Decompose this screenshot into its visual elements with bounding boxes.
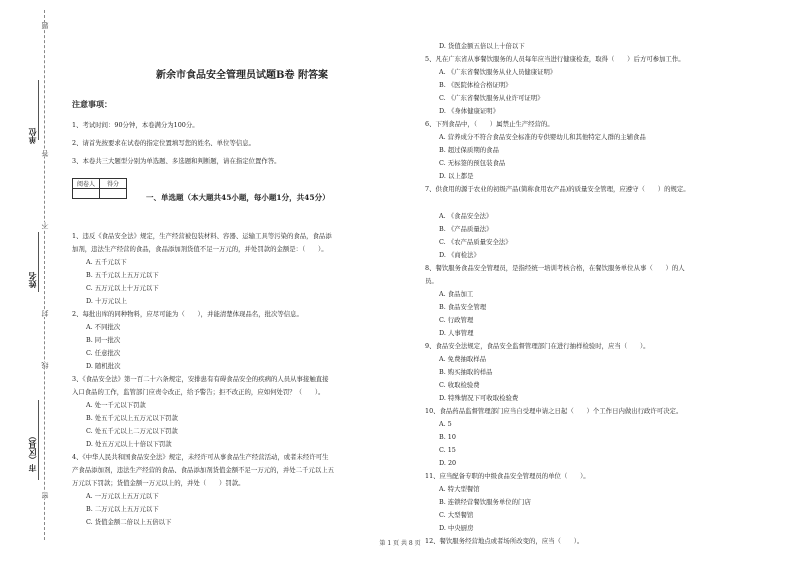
binding-mark-4: 答 (41, 150, 49, 157)
binding-mark-2: 不 (41, 222, 49, 229)
question-block (425, 118, 785, 183)
answer-option[interactable]: C. 任意批次 (86, 349, 121, 357)
district-fill-line (38, 400, 39, 480)
question-stem: 10、食品药品监督管理部门应当自受理申请之日起（ ）个工作日内做出行政许可决定。 (425, 407, 683, 415)
answer-option[interactable]: B. 《医院体检合格证明》 (439, 81, 512, 89)
answer-option[interactable]: A. 处一千元以下罚款 (86, 401, 146, 409)
answer-option[interactable]: D. 20 (439, 459, 457, 467)
left-question-list (72, 230, 412, 529)
notice-item: 2、请首先按要求在试卷的指定位置填写您的姓名、单位等信息。 (72, 139, 256, 147)
question-stem: 加剂，违法生产经营的食品，食品添加剂货值不足一万元的，并处罚款的金额是：（ ）。 (72, 245, 328, 253)
question-stem: 万元以下罚款；货值金额一万元以上的，并处（ ）罚款。 (72, 479, 245, 487)
right-question-list (425, 40, 785, 548)
name-fill-line (38, 232, 39, 292)
question-stem: 9、食品安全法规定，食品安全监督管理部门在进行抽样检验时，应当（ ）。 (425, 342, 650, 350)
question-block (425, 470, 785, 535)
score-box-reviewer-cell[interactable] (73, 189, 100, 199)
answer-option[interactable]: D. 随机批次 (86, 362, 121, 370)
answer-option[interactable]: D. 十万元以上 (86, 297, 127, 305)
question-stem: 11、应当配备专职的中级食品安全管理员的单位（ ）。 (425, 472, 590, 480)
question-stem: 产食品添加剂，违法生产经营的食品、食品添加剂货值金额不足一万元的，并处二千元以上五 (72, 466, 335, 474)
question-block (425, 40, 785, 53)
right-column (425, 40, 785, 548)
binding-mark-6: 密 (41, 492, 49, 499)
section-row (72, 178, 412, 208)
answer-option[interactable]: C. 《农产品质量安全法》 (439, 238, 512, 246)
answer-option[interactable]: B. 食品安全管理 (439, 303, 487, 311)
question-stem: 4、《中华人民共和国食品安全法》规定，未经许可从事食品生产经营活动，或者未经许可生 (72, 453, 329, 461)
page-footer: 第 1 页 共 8 页 (379, 540, 421, 547)
notice-item: 1、考试时间：90分钟，本卷满分为100分。 (72, 121, 199, 129)
district-label: 市（区县） (27, 432, 37, 472)
answer-option[interactable]: C. 大型餐馆 (439, 511, 474, 519)
answer-option[interactable]: A. 五千元以下 (86, 258, 127, 266)
section-heading: 一、单选题（本大题共45小题，每小题1分，共45分） (146, 193, 330, 202)
question-block (425, 53, 785, 118)
answer-option[interactable]: B. 五千元以上五万元以下 (86, 271, 159, 279)
binding-mark-3: 线 (41, 362, 49, 369)
answer-option[interactable]: A. 《食品安全法》 (439, 212, 493, 220)
question-stem: 7、供食用的源于农业的初级产品(简称食用农产品)的质量安全管理，应遵守（ ）的规定。 (425, 185, 690, 193)
notice-item: 3、本卷共三大题型分别为单选题、多选题和判断题，请在指定位置作答。 (72, 157, 281, 165)
answer-option[interactable]: C. 15 (439, 446, 456, 454)
question-stem: 1、违反《食品安全法》规定，生产经营被包装材料、容器、运输工具等污染的食品，食品添 (72, 232, 332, 240)
answer-option[interactable]: D. 《身体健康证明》 (439, 107, 500, 115)
answer-option[interactable]: C. 行政管理 (439, 316, 474, 324)
binding-margin (0, 0, 60, 565)
answer-option[interactable]: C. 处五千元以上二万元以下罚款 (86, 427, 178, 435)
question-block (425, 183, 785, 262)
question-block (72, 373, 412, 451)
answer-option[interactable]: C. 《广东省餐饮服务从业许可证明》 (439, 94, 544, 102)
answer-option[interactable]: B. 二万元以上五万元以下 (86, 505, 159, 513)
binding-mark-1: 题 (41, 22, 49, 29)
answer-option[interactable]: B. 处五千元以上五万元以下罚款 (86, 414, 178, 422)
answer-option[interactable]: B. 10 (439, 433, 456, 441)
answer-option[interactable]: D. 《商检法》 (439, 251, 480, 259)
answer-option[interactable]: D. 以上都是 (439, 172, 474, 180)
binding-dash-line (44, 10, 45, 540)
answer-option[interactable]: A. 不同批次 (86, 323, 121, 331)
answer-option[interactable]: A. 特大型餐馆 (439, 485, 480, 493)
answer-option[interactable]: D. 人事管理 (439, 329, 474, 337)
answer-option[interactable]: D. 货值金额五倍以上十倍以下 (439, 42, 525, 50)
score-box (72, 178, 127, 199)
score-box-reviewer: 阅卷人 (73, 179, 100, 189)
answer-option[interactable]: C. 无标签的预包装食品 (439, 159, 506, 167)
question-stem: 5、凡在广东省从事餐饮服务的人员每年应当进行健康检查，取得（ ）后方可参加工作。 (425, 55, 685, 63)
unit-label: 单位 (27, 128, 37, 144)
notice-heading: 注意事项： (72, 99, 112, 109)
question-block (425, 262, 785, 340)
answer-option[interactable]: B. 同一批次 (86, 336, 121, 344)
question-stem: 员。 (425, 277, 438, 285)
answer-option[interactable]: B. 《产品质量法》 (439, 225, 493, 233)
binding-mark-5: 封 (41, 310, 49, 317)
answer-option[interactable]: B. 连锁经营餐饮服务单位的门店 (439, 498, 531, 506)
question-block (425, 340, 785, 405)
answer-option[interactable]: A. 《广东省餐饮服务从业人员健康证明》 (439, 68, 557, 76)
answer-option[interactable]: A. 免费抽取样品 (439, 355, 487, 363)
answer-option[interactable]: A. 营养成分不符合食品安全标准的专供婴幼儿和其他特定人群的主辅食品 (439, 133, 646, 141)
left-column (72, 60, 412, 529)
exam-title: 新余市食品安全管理员试题B卷 附答案 (156, 70, 328, 81)
answer-option[interactable]: C. 收取检验费 (439, 381, 480, 389)
question-stem: 8、餐饮服务食品安全管理员，是指经统一培训考核合格，在餐饮服务单位从事（ ）的人 (425, 264, 685, 272)
question-stem: 6、下列食品中，（ ）属禁止生产经营的。 (425, 120, 554, 128)
answer-option[interactable]: A. 一万元以上五万元以下 (86, 492, 159, 500)
answer-option[interactable]: A. 5 (439, 420, 452, 428)
question-block (425, 405, 785, 470)
question-stem: 3、《食品安全法》第一百二十六条规定，安排患有有碍食品安全的疾病的人员从事接触直接 (72, 375, 329, 383)
answer-option[interactable]: D. 中央厨房 (439, 524, 474, 532)
answer-option[interactable]: D. 特殊情况下可收取检验费 (439, 394, 519, 402)
question-stem: 12、餐饮服务经营地点或者场所改变的，应当（ ）。 (425, 537, 584, 545)
answer-option[interactable]: A. 食品加工 (439, 290, 474, 298)
answer-option[interactable]: C. 货值金额二倍以上五倍以下 (86, 518, 172, 526)
name-label: 姓名 (27, 272, 37, 288)
answer-option[interactable]: C. 五万元以上十万元以下 (86, 284, 159, 292)
question-block (72, 451, 412, 529)
answer-option[interactable]: D. 处五万元以上十倍以下罚款 (86, 440, 172, 448)
question-block (72, 230, 412, 308)
question-stem: 2、每批出库的同种物料，应尽可能为（ ），并能清楚体现品名，批次等信息。 (72, 310, 303, 318)
question-stem: 入口食品的工作，监管部门应责令改正，给予警告；拒不改正的，应如何处罚？（ ）。 (72, 388, 325, 396)
question-block (72, 308, 412, 373)
answer-option[interactable]: B. 超过保质期的食品 (439, 146, 499, 154)
unit-fill-line (38, 80, 39, 140)
score-box-score: 得分 (100, 179, 127, 189)
answer-option[interactable]: B. 购买抽取的样品 (439, 368, 493, 376)
score-box-score-cell[interactable] (100, 189, 127, 199)
